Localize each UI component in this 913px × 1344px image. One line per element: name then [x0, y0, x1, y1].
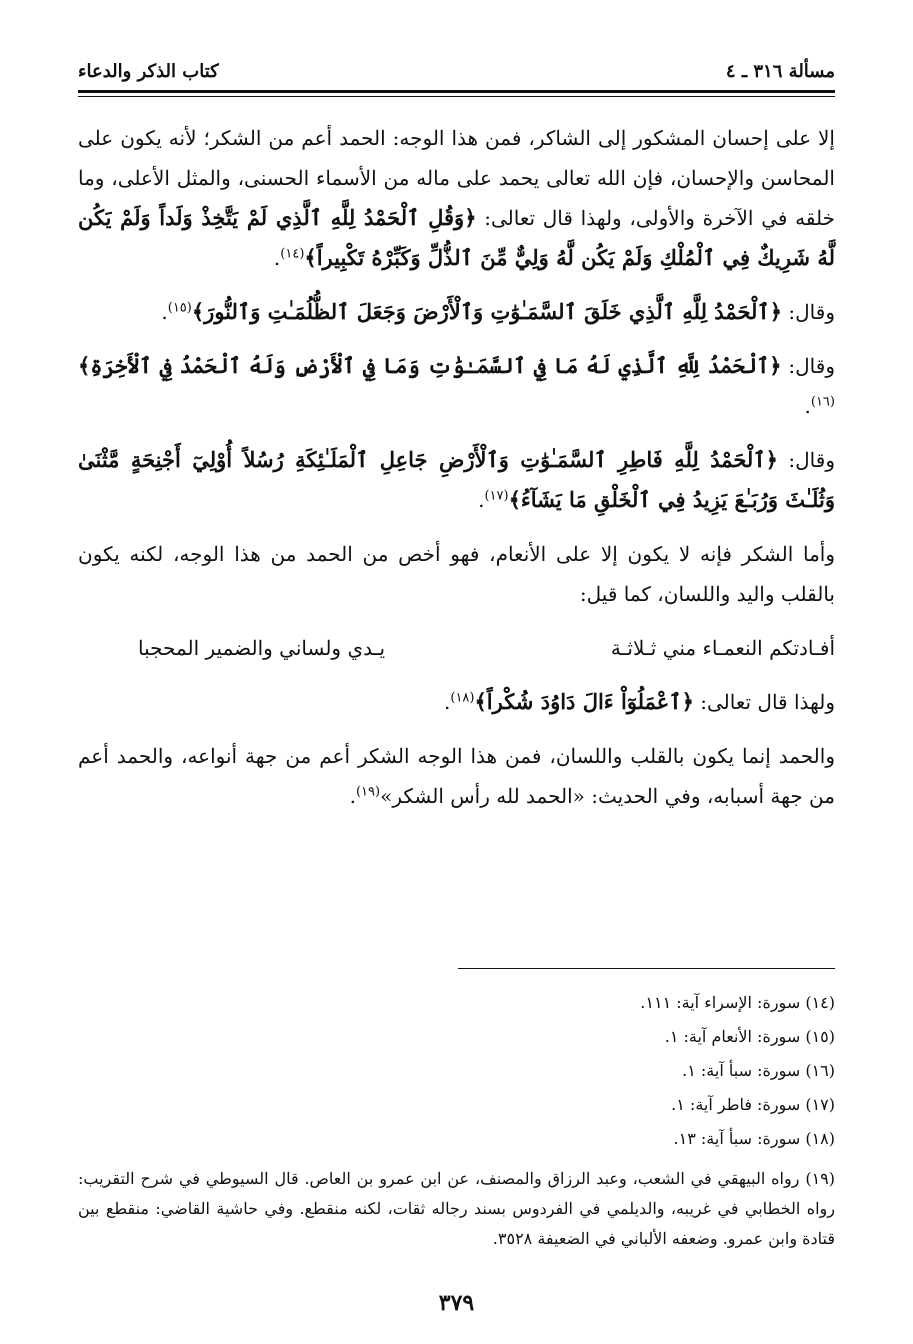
header-book-title: كتاب الذكر والدعاء	[78, 60, 219, 82]
footnote-ref[interactable]: (١٩)	[355, 784, 381, 800]
quran-verse: ﴿ٱلْحَمْدُ لِلَّهِ ٱلَّذِي خَلَقَ ٱلسَّمَـٰوَٰتِ وَٱلْأَرْضَ وَجَعَلَ ٱلظُّلُمَـٰتِ وَٱلنُّورَ﴾	[191, 299, 783, 324]
main-text	[78, 118, 835, 830]
header-rule-thin	[78, 96, 835, 97]
running-header	[78, 56, 835, 86]
header-rule-thick	[78, 90, 835, 93]
paragraph: ولهذا قال تعالى: ﴿ٱعْمَلُوٓاْ ءَالَ دَاوُدَ شُكْراً﴾$^{(١٨)}$.	[444, 689, 835, 714]
paragraph: وقال: ﴿ٱلْحَمْدُ لِلَّهِ ٱلَّذِي خَلَقَ ٱلسَّمَـٰوَٰتِ وَٱلْأَرْضَ وَجَعَلَ ٱلظُّلُمَـٰتِ وَٱلنُّورَ﴾$^{(١٥)}$.	[161, 299, 835, 324]
paragraph: وقال: ﴿ٱلْحَمْدُ لِلَّهِ ٱلَّذِي لَهُ مَا فِي ٱلسَّمَـٰوَٰتِ وَمَا فِي ٱلْأَرْضِ وَلَهُ ٱلْحَمْدُ فِي ٱلْأَخِرَةِ﴾$^{(١٦)}$.	[78, 353, 835, 418]
footnote-item: (١٤) سورة: الإسراء آية: ١١١.	[640, 993, 835, 1012]
poem-verse	[78, 628, 835, 668]
page-number: ٣٧٩	[438, 1290, 475, 1316]
footnote-item: (١٦) سورة: سبأ آية: ١.	[682, 1061, 835, 1080]
paragraph: وقال: ﴿ٱلْحَمْدُ لِلَّهِ فَاطِرِ ٱلسَّمَـٰوَٰتِ وَٱلْأَرْضِ جَاعِلِ ٱلْمَلَـٰئِكَةِ رُسُلاً أُوْلِيٓ أَجْنِحَةٍ مَّثْنَىٰ وَثُلَـٰثَ وَرُبَـٰعَ يَزِيدُ فِي ٱلْخَلْقِ مَا يَشَآءُ﴾$^{(١٧)}$.	[78, 447, 835, 512]
paragraph: إلا على إحسان المشكور إلى الشاكر، فمن هذا الوجه: الحمد أعم من الشكر؛ لأنه يكون على المحاسن والإحسان، فإن الله تعالى يحمد على ماله من الأسماء الحسنى، والمثل الأعلى، وما خلقه في الآخرة والأولى، ولهذا قال تعالى: ﴿وَقُلِ ٱلْحَمْدُ لِلَّهِ ٱلَّذِي لَمْ يَتَّخِذْ وَلَداً وَلَمْ يَكُن لَّهُ شَرِيكٌ فِي ٱلْمُلْكِ وَلَمْ يَكُن لَّهُ وَلِيٌّ مِّنَ ٱلذُّلِّ وَكَبِّرْهُ تَكْبِيراً﴾$^{(١٤)}$.	[78, 126, 835, 270]
footnote-item: (١٩) رواه البيهقي في الشعب، وعبد الرزاق والمصنف، عن ابن عمرو بن العاص. قال السيوطي في شرح التقريب: رواه الخطابي في غريبه، والديلمي في الفردوس بسند رجاله ثقات، لكنه منقطع. وفي حاشية القاضي: منقطع بين قتادة وابن عمرو. وضعفه الألباني في الضعيفة ٣٥٢٨.	[78, 1169, 836, 1248]
poem-second-hemistich: يـدي ولساني والضمير المحجبا	[138, 636, 386, 660]
quran-verse: ﴿ٱلْحَمْدُ لِلَّهِ ٱلَّذِي لَهُ مَا فِي ٱلسَّمَـٰوَٰتِ وَمَا فِي ٱلْأَرْضِ وَلَهُ ٱلْحَمْدُ فِي ٱلْأَخِرَةِ﴾	[78, 353, 782, 378]
quran-verse: ﴿وَقُلِ ٱلْحَمْدُ لِلَّهِ ٱلَّذِي لَمْ يَتَّخِذْ وَلَداً وَلَمْ يَكُن لَّهُ شَرِيكٌ فِي ٱلْمُلْكِ وَلَمْ يَكُن لَّهُ وَلِيٌّ مِّنَ ٱلذُّلِّ وَكَبِّرْهُ تَكْبِيراً﴾	[78, 205, 835, 270]
footnote-ref[interactable]: (١٨)	[450, 690, 475, 706]
footnote-ref[interactable]: (١٥)	[167, 300, 192, 316]
footnote-separator	[458, 968, 835, 969]
footnote-ref[interactable]: (١٧)	[484, 488, 509, 504]
footnote-item: (١٥) سورة: الأنعام آية: ١.	[664, 1027, 835, 1046]
footnote-item: (١٧) سورة: فاطر آية: ١.	[671, 1095, 835, 1114]
poem-first-hemistich: أفـادتكم النعمـاء مني ثـلاثـة	[610, 636, 835, 660]
paragraph: وأما الشكر فإنه لا يكون إلا على الأنعام، فهو أخص من الحمد من هذا الوجه، لكنه يكون بالقلب واليد واللسان، كما قيل:	[78, 542, 835, 606]
paragraph: والحمد إنما يكون بالقلب واللسان، فمن هذا الوجه الشكر أعم من جهة أنواعه، والحمد أعم من جهة أسبابه، وفي الحديث: «الحمد لله رأس الشكر»$^{(١٩)}$.	[78, 744, 835, 808]
quran-verse: ﴿ٱعْمَلُوٓاْ ءَالَ دَاوُدَ شُكْراً﴾	[474, 689, 694, 714]
quran-verse: ﴿ٱلْحَمْدُ لِلَّهِ فَاطِرِ ٱلسَّمَـٰوَٰتِ وَٱلْأَرْضِ جَاعِلِ ٱلْمَلَـٰئِكَةِ رُسُلاً أُوْلِيٓ أَجْنِحَةٍ مَّثْنَىٰ وَثُلَـٰثَ وَرُبَـٰعَ يَزِيدُ فِي ٱلْخَلْقِ مَا يَشَآءُ﴾	[78, 447, 835, 512]
footnote-ref[interactable]: (١٤)	[280, 246, 305, 262]
footnote-ref[interactable]: (١٦)	[810, 394, 835, 410]
footnotes	[78, 986, 835, 1254]
header-issue-number: مسألة ٣١٦ ـ ٤	[725, 60, 835, 82]
footnote-item: (١٨) سورة: سبأ آية: ١٣.	[673, 1129, 835, 1148]
